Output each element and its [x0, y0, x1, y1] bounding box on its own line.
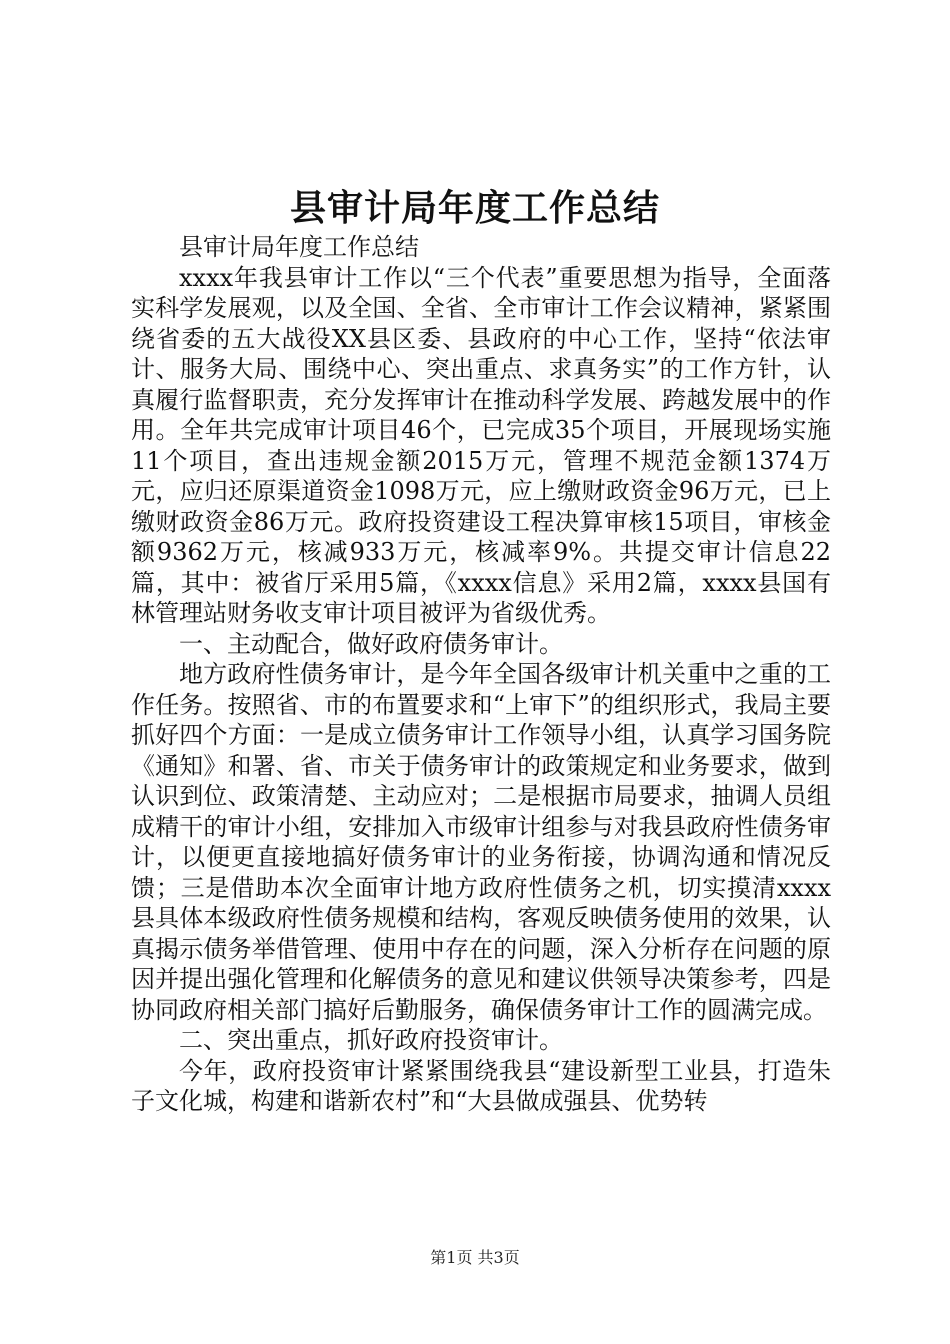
page-footer: 第1页 共3页	[430, 1248, 520, 1267]
investment-audit-paragraph: 今年，政府投资审计紧紧围绕我县“建设新型工业县，打造朱子文化城，构建和谐新农村”和“大县做成强县、优势转	[131, 1056, 831, 1115]
section-heading-1: 一、主动配合，做好政府债务审计。	[179, 629, 563, 658]
section-heading-2: 二、突出重点，抓好政府投资审计。	[179, 1026, 563, 1054]
subtitle-paragraph: 县审计局年度工作总结	[179, 233, 419, 261]
document-body	[131, 232, 831, 1117]
debt-audit-paragraph: 地方政府性债务审计，是今年全国各级审计机关重中之重的工作任务。按照省、市的布置要求和“上审下”的组织形式，我局主要抓好四个方面：一是成立债务审计工作领导小组，认真学习国务院《通知》和署、省、市关于债务审计的政策规定和业务要求，做到认识到位、政策清楚、主动应对；二是根据市局要求，抽调人员组成精干的审计小组，安排加入市级审计组参与对我县政府性债务审计，以便更直接地搞好债务审计的业务衔接，协调沟通和情况反馈；三是借助本次全面审计地方政府性债务之机，切实摸清xxxx县具体本级政府性债务规模和结构，客观反映债务使用的效果，认真揭示债务举借管理、使用中存在的问题，深入分析存在问题的原因并提出强化管理和化解债务的意见和建议供领导决策参考，四是协同政府相关部门搞好后勤服务，确保债务审计工作的圆满完成。	[131, 660, 831, 1024]
document-title: 县审计局年度工作总结	[289, 187, 660, 229]
summary-paragraph: xxxx年我县审计工作以“三个代表”重要思想为指导，全面落实科学发展观，以及全国、全省、全市审计工作会议精神，紧紧围绕省委的五大战役XX县区委、县政府的中心工作，坚持“依法审计、服务大局、围绕中心、突出重点、求真务实”的工作方针，认真履行监督职责，充分发挥审计在推动科学发展、跨越发展中的作用。全年共完成审计项目46个，已完成35个项目，开展现场实施11个项目，查出违规金额2015万元，管理不规范金额1374万元，应归还原渠道资金1098万元，应上缴财政资金96万元，已上缴财政资金86万元。政府投资建设工程决算审核15项目，审核金额9362万元，核减933万元，核减率9%。共提交审计信息22篇，其中：被省厅采用5篇，《xxxx信息》采用2篇，xxxx县国有林管理站财务收支审计项目被评为省级优秀。	[131, 263, 831, 627]
